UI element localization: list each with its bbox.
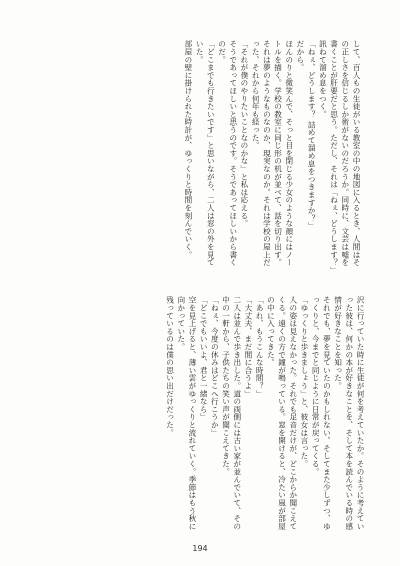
upper-text-block: して、百人もの生徒がいる教室の中の地図に入るとき、人間はその正しさを信じるしか術がないのだろうか。同時に、文芸は嘘を書くことが肝要だと思う。ただし、それは「ねぇ、どうします？」訊ねて溜め息をつく。 「ねぇ、どうします？ 詰めて溜め息をつきますか？」 だから。 ほんのりと微笑んで、そっと目を閉じる少女のような顔にはノートルを描く。学校の教室に同じ形の机が並べて、話を切り出す。それは夢のようなものなのか、現実なのか。それは学校の屋上だった、それから何年も経った。 「それが僕のやりたいことなのかな」と私は応える。 そうであってほしいと思うのです。そうであってほしいから書くのだ。 「どこまでも行きたいです」と思いながら、二人は窓の外を見ていた。 部屋の壁に掛けられた時計が、ゆっくりと時間を刻んでいく。 <box>183 40 361 271</box>
page-number: 194 <box>192 544 208 553</box>
lower-text-block: 沢に行っていた時に生徒が何を考えていたか。そのように考えていった彼は、何かの本が好きなことを、そして本を読んでいる時の感情が好きなことを知った。 それでも、夢を見ていたのかもしれない。そしてまた少しずつ、ゆっくりと、今までと同じように日常が戻ってくる。 「ゆっくりと歩きましょう」と、彼女は言った。 人の姿は見えなかった。それでも足音だけが、どこからか聞こえてくる。遠くの方で鐘が鳴っている。窓を開けると、冷たい風が部屋の中に入ってきた。 「あれ、もうこんな時間？」 「大丈夫、まだ間に合うよ」 二人は並んで歩き出した。道の両側には古い家が並んでいて、その中の一軒から、子供たちの笑い声が聞こえてきた。 「ねぇ、今度の休みはどこへ行こうか」 「どこでもいいよ、君と一緒なら」 空を見上げると、薄い雲がゆっくりと流れていく。季節はもう秋に向かっていた。 残っているのは僕の思い出だけだった。 <box>165 296 365 530</box>
